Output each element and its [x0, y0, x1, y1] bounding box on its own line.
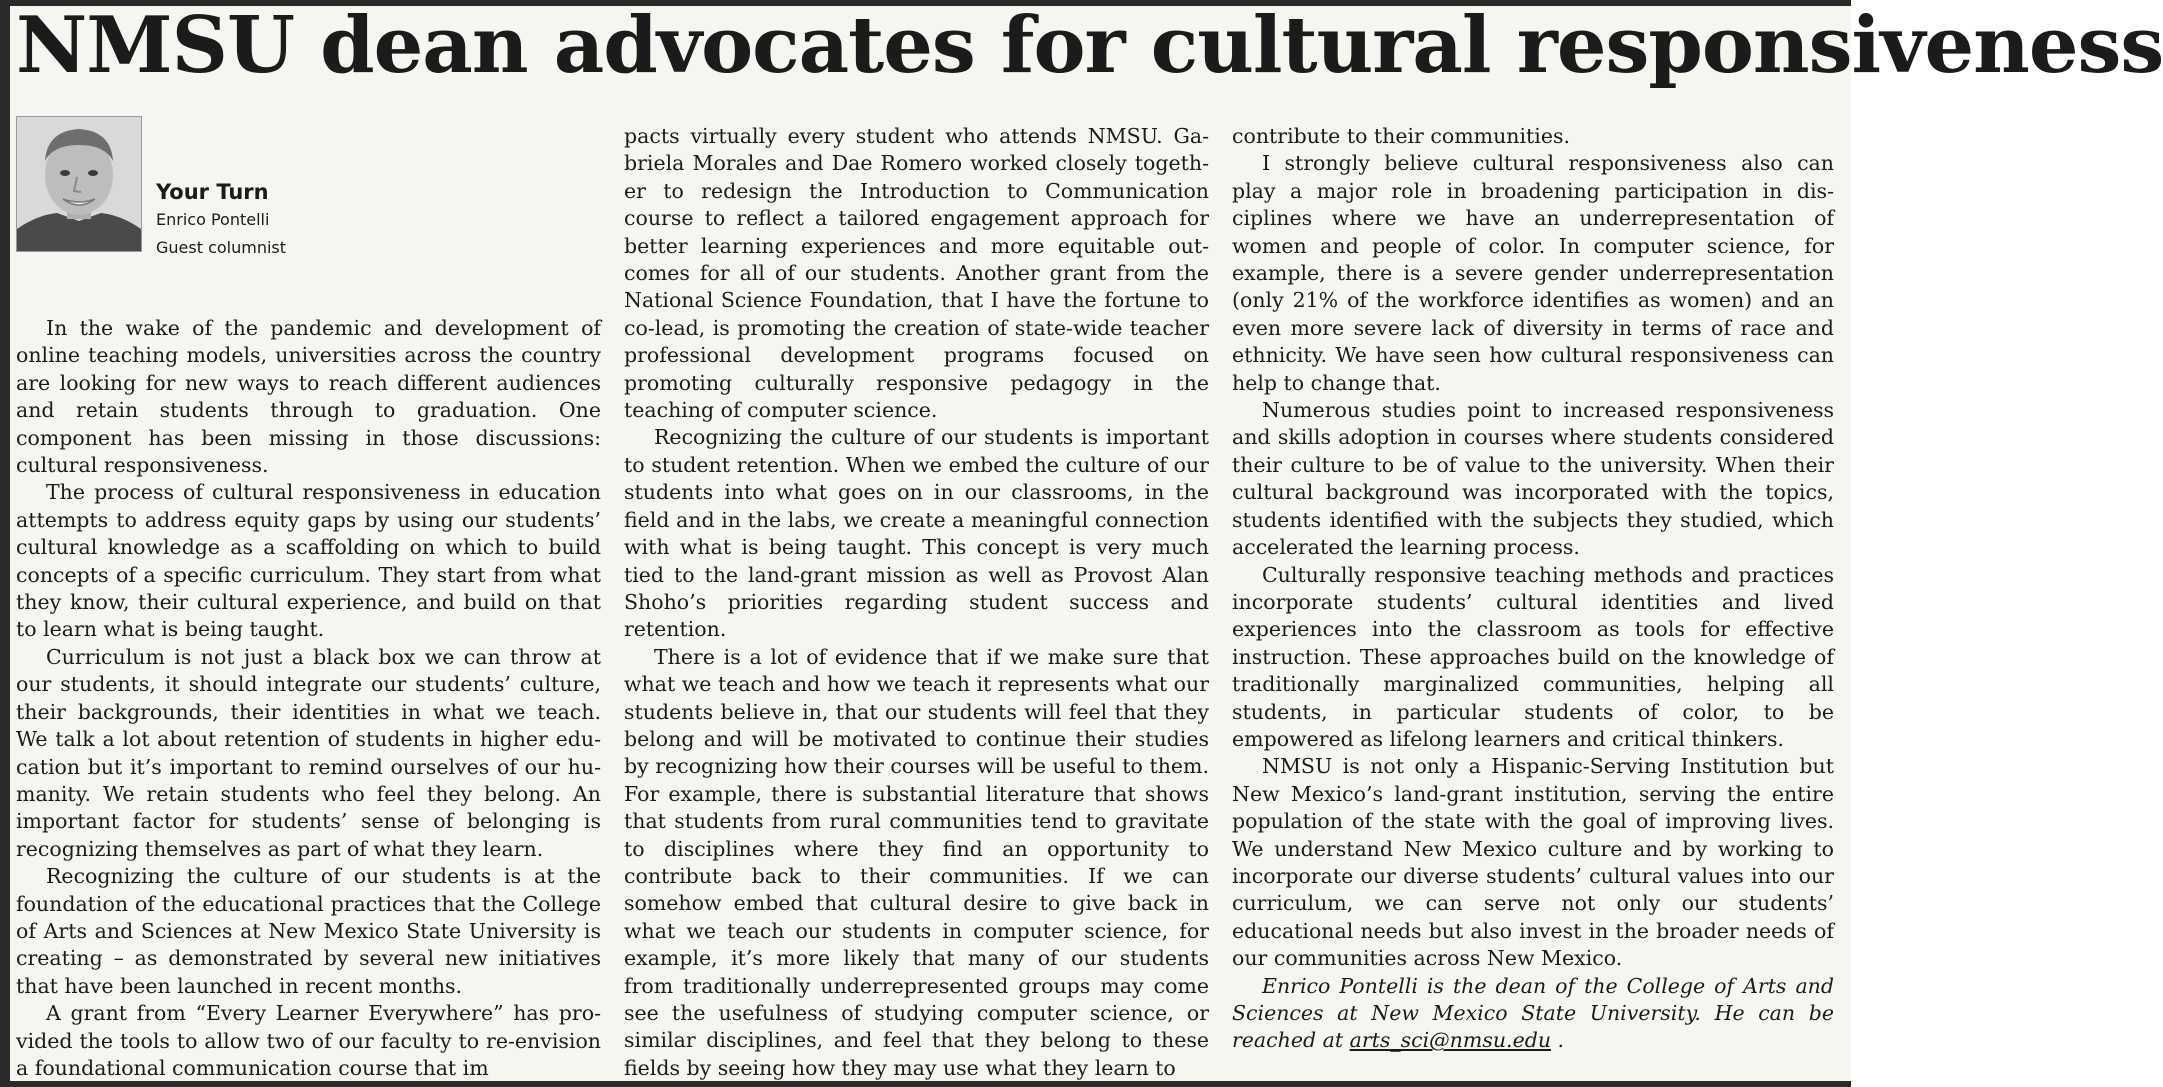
- headline: NMSU dean advocates for cultural responsiveness: [16, 0, 2163, 91]
- paragraph: In the wake of the pandemic and development of online teaching models, universities across the country are looking for new ways to reach different audiences and retain students through to graduation. One component has been missing in those discussions: cultural responsiveness.: [16, 316, 601, 478]
- column-label: Your Turn: [156, 180, 269, 204]
- author-bio: [1232, 973, 1834, 1055]
- paragraph: NMSU is not only a Hispanic-Serving Institution but New Mexico’s land-grant institution, serving the entire population of the state with the goal of improving lives. We understand New Mexico culture and by working to incorporate our diverse students’ cultural values into our curriculum, we can serve not only our students’ educational needs but also invest in the broader needs of our communities across New Mexico.: [1232, 754, 1834, 971]
- paragraph: I strongly believe cultural responsiveness also can play a major role in broadening participation in disciplines where we have an underrepresentation of women and people of color. In computer science, for example, there is a severe gender underrepresentation (only 21% of the workforce identifies as women) and an even more severe lack of diversity in terms of race and ethnicity. We have seen how cultural responsiveness can help to change that.: [1232, 151, 1834, 395]
- byline: [16, 114, 596, 264]
- author-bio-text: Enrico Pontelli is the dean of the College of Arts and Sciences at New Mexico State University. He can be reached at: [1232, 973, 1834, 1053]
- paragraph: A grant from “Every Learner Everywhere” has provided the tools to allow two of our faculty to re-envision a foundational communication course that im: [16, 1001, 601, 1080]
- article-column-2: [624, 123, 1209, 1082]
- paragraph: There is a lot of evidence that if we make sure that what we teach and how we teach it represents what our students believe in, that our students will feel that they belong and will be motivated to continue their studies by recognizing how their courses will be useful to them. For example, there is substantial literature that shows that students from rural communities tend to gravitate to disciplines where they find an opportunity to contribute back to their communities. If we can somehow embed that cultural desire to give back in what we teach our students in computer science, for example, it’s more likely that many of our students from traditionally underrepresented groups may come see the usefulness of studying computer science, or similar disciplines, and feel that they belong to these fields by seeing how they may use what they learn to: [624, 644, 1209, 1080]
- byline-text: [156, 178, 286, 262]
- email-link[interactable]: arts_sci@nmsu.edu: [1349, 1028, 1552, 1053]
- article-column-1: [16, 315, 601, 1082]
- paragraph: Recognizing the culture of our students is important to student retention. When we embed the culture of our students into what goes on in our classrooms, in the field and in the labs, we create a meaningful connection with what is being taught. This concept is very much tied to the land-grant mission as well as Provost Alan Shoho’s priorities regarding student success and retention.: [624, 425, 1209, 642]
- author-name: Enrico Pontelli: [156, 210, 270, 229]
- author-role: Guest columnist: [156, 238, 287, 257]
- author-bio-end: .: [1551, 1028, 1565, 1053]
- paragraph: Recognizing the culture of our students is at the foundation of the educational practices that the College of Arts and Sciences at New Mexico State University is creating – as demonstrated by several new initiatives that have been launched in recent months.: [16, 864, 601, 998]
- paragraph: Curriculum is not just a black box we can throw at our students, it should integrate our students’ culture, their backgrounds, their identities in what we teach. We talk a lot about retention of students in higher education but it’s important to remind ourselves of our humanity. We retain students who feel they belong. An important factor for students’ sense of belonging is recognizing themselves as part of what they learn.: [16, 644, 601, 861]
- paragraph: Numerous studies point to increased responsiveness and skills adoption in courses where students considered their culture to be of value to the university. When their cultural background was incorporated with the topics, students identified with the subjects they studied, which accelerated the learning process.: [1232, 398, 1834, 560]
- paragraph: pacts virtually every student who attends NMSU. Gabriela Morales and Dae Romero worked closely together to redesign the Introduction to Communication course to reflect a tailored engagement approach for better learning experiences and more equitable outcomes for all of our students. Another grant from the National Science Foundation, that I have the fortune to co-lead, is promoting the creation of state-wide teacher professional development programs focused on promoting culturally responsive pedagogy in the teaching of computer science.: [624, 124, 1209, 423]
- author-portrait-image: [17, 117, 141, 251]
- author-photo: [16, 116, 142, 252]
- article-column-3: [1232, 123, 1834, 1055]
- paragraph: contribute to their communities.: [1232, 124, 1570, 148]
- paragraph: The process of cultural responsiveness in education attempts to address equity gaps by using our students’ cultural knowledge as a scaffolding on which to build concepts of a specific curriculum. They start from what they know, their cultural experience, and build on that to learn what is being taught.: [16, 480, 601, 642]
- paragraph: Culturally responsive teaching methods and practices incorporate students’ cultural identities and lived experiences into the classroom as tools for effective instruction. These approaches build on the knowledge of traditionally marginalized communities, helping all students, in particular students of color, to be empowered as lifelong learners and critical thinkers.: [1232, 562, 1834, 751]
